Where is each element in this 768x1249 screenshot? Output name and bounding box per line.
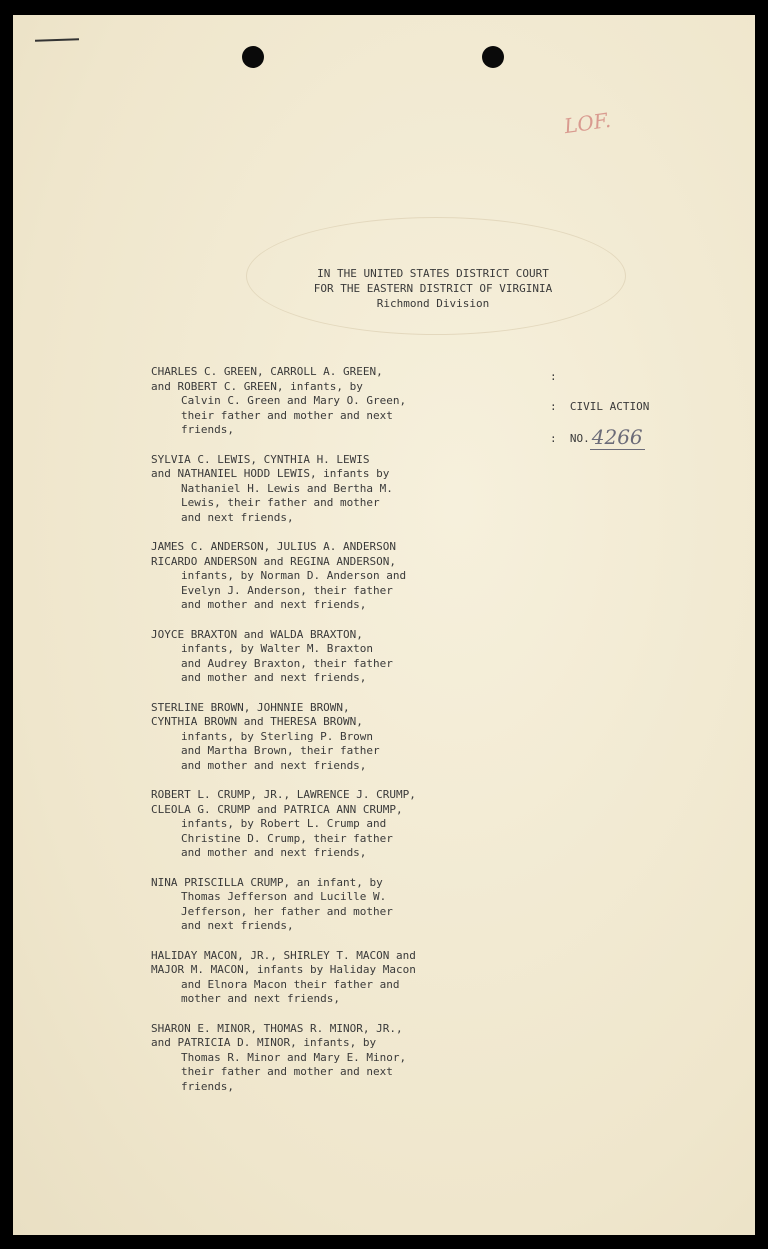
guardian-line: Christine D. Crump, their father	[181, 831, 393, 845]
court-line-2: FOR THE EASTERN DISTRICT OF VIRGINIA	[313, 282, 553, 295]
case-number-row	[550, 425, 645, 449]
punch-hole-left	[242, 46, 264, 68]
plaintiff-group	[151, 453, 561, 526]
plaintiff-names-line: RICARDO ANDERSON and REGINA ANDERSON,	[151, 554, 397, 568]
guardian-line: and mother and next friends,	[181, 758, 367, 772]
court-line-1: IN THE UNITED STATES DISTRICT COURT	[317, 267, 549, 280]
guardian-line: infants, by Walter M. Braxton	[181, 642, 374, 655]
case-number-handwritten: 4266	[591, 425, 643, 449]
guardian-line: Jefferson, her father and mother	[181, 904, 393, 918]
plaintiff-names-line: SHARON E. MINOR, THOMAS R. MINOR, JR.,	[151, 1021, 403, 1035]
guardian-line: and mother and next friends,	[181, 846, 367, 859]
guardian-line: Calvin C. Green and Mary O. Green,	[181, 394, 407, 407]
plaintiff-names-line: HALIDAY MACON, JR., SHIRLEY T. MACON and	[151, 948, 416, 962]
plaintiff-names-line: JOYCE BRAXTON and WALDA BRAXTON,	[151, 627, 363, 641]
guardian-line: Lewis, their father and mother	[181, 496, 380, 509]
plaintiff-names-line: ROBERT L. CRUMP, JR., LAWRENCE J. CRUMP,	[151, 788, 416, 801]
case-number-prefix: : NO.	[550, 432, 590, 445]
plaintiff-names-line: SYLVIA C. LEWIS, CYNTHIA H. LEWIS	[151, 452, 370, 466]
plaintiff-group	[151, 628, 561, 686]
guardian-line: and Martha Brown, their father	[181, 744, 380, 757]
plaintiff-group	[151, 876, 561, 934]
plaintiff-group	[151, 1022, 561, 1095]
guardian-line: Evelyn J. Anderson, their father	[181, 583, 393, 597]
pen-mark	[35, 38, 79, 42]
guardian-line: their father and mother and next	[181, 1065, 393, 1078]
plaintiff-names-line: JAMES C. ANDERSON, JULIUS A. ANDERSON	[151, 540, 397, 553]
guardian-line: Thomas Jefferson and Lucille W.	[181, 890, 387, 903]
guardian-line: friends,	[181, 1079, 234, 1093]
guardian-line: and Audrey Braxton, their father	[181, 656, 393, 670]
guardian-line: and mother and next friends,	[181, 671, 367, 684]
guardian-line: infants, by Norman D. Anderson and	[181, 569, 407, 582]
court-division: Richmond Division	[376, 297, 490, 310]
plaintiff-group	[151, 788, 561, 861]
guardian-line: Nathaniel H. Lewis and Bertha M.	[181, 481, 393, 495]
plaintiff-names-line: CLEOLA G. CRUMP and PATRICA ANN CRUMP,	[151, 802, 403, 816]
plaintiff-names-line: NINA PRISCILLA CRUMP, an infant, by	[151, 875, 383, 889]
caption-colon: :	[550, 370, 557, 383]
guardian-line: and next friends,	[181, 919, 294, 932]
plaintiff-names-line: and NATHANIEL HODD LEWIS, infants by	[151, 467, 390, 480]
court-heading	[253, 266, 613, 311]
punch-hole-right	[482, 46, 504, 68]
guardian-line: and next friends,	[181, 510, 294, 524]
plaintiff-names-line: and PATRICIA D. MINOR, infants, by	[151, 1036, 377, 1049]
guardian-line: their father and mother and next	[181, 408, 393, 422]
guardian-line: friends,	[181, 423, 234, 436]
plaintiff-names-line: MAJOR M. MACON, infants by Haliday Macon	[151, 963, 416, 976]
guardian-line: and Elnora Macon their father and	[181, 977, 400, 991]
plaintiff-names-line: and ROBERT C. GREEN, infants, by	[151, 379, 363, 393]
plaintiff-group	[151, 540, 561, 613]
plaintiff-names-line: STERLINE BROWN, JOHNNIE BROWN,	[151, 700, 350, 714]
guardian-line: infants, by Robert L. Crump and	[181, 817, 387, 830]
plaintiff-names-line: CHARLES C. GREEN, CARROLL A. GREEN,	[151, 365, 383, 378]
civil-action-label: : CIVIL ACTION	[550, 400, 650, 413]
guardian-line: Thomas R. Minor and Mary E. Minor,	[181, 1050, 407, 1064]
plaintiff-group	[151, 701, 561, 774]
plaintiff-group	[151, 365, 561, 438]
plaintiff-group	[151, 949, 561, 1007]
guardian-line: mother and next friends,	[181, 992, 340, 1005]
document-page	[13, 15, 755, 1235]
guardian-line: and mother and next friends,	[181, 598, 367, 611]
plaintiffs-list	[151, 365, 561, 1109]
guardian-line: infants, by Sterling P. Brown	[181, 729, 374, 743]
plaintiff-names-line: CYNTHIA BROWN and THERESA BROWN,	[151, 715, 363, 728]
handwritten-note: LOF.	[562, 107, 613, 139]
